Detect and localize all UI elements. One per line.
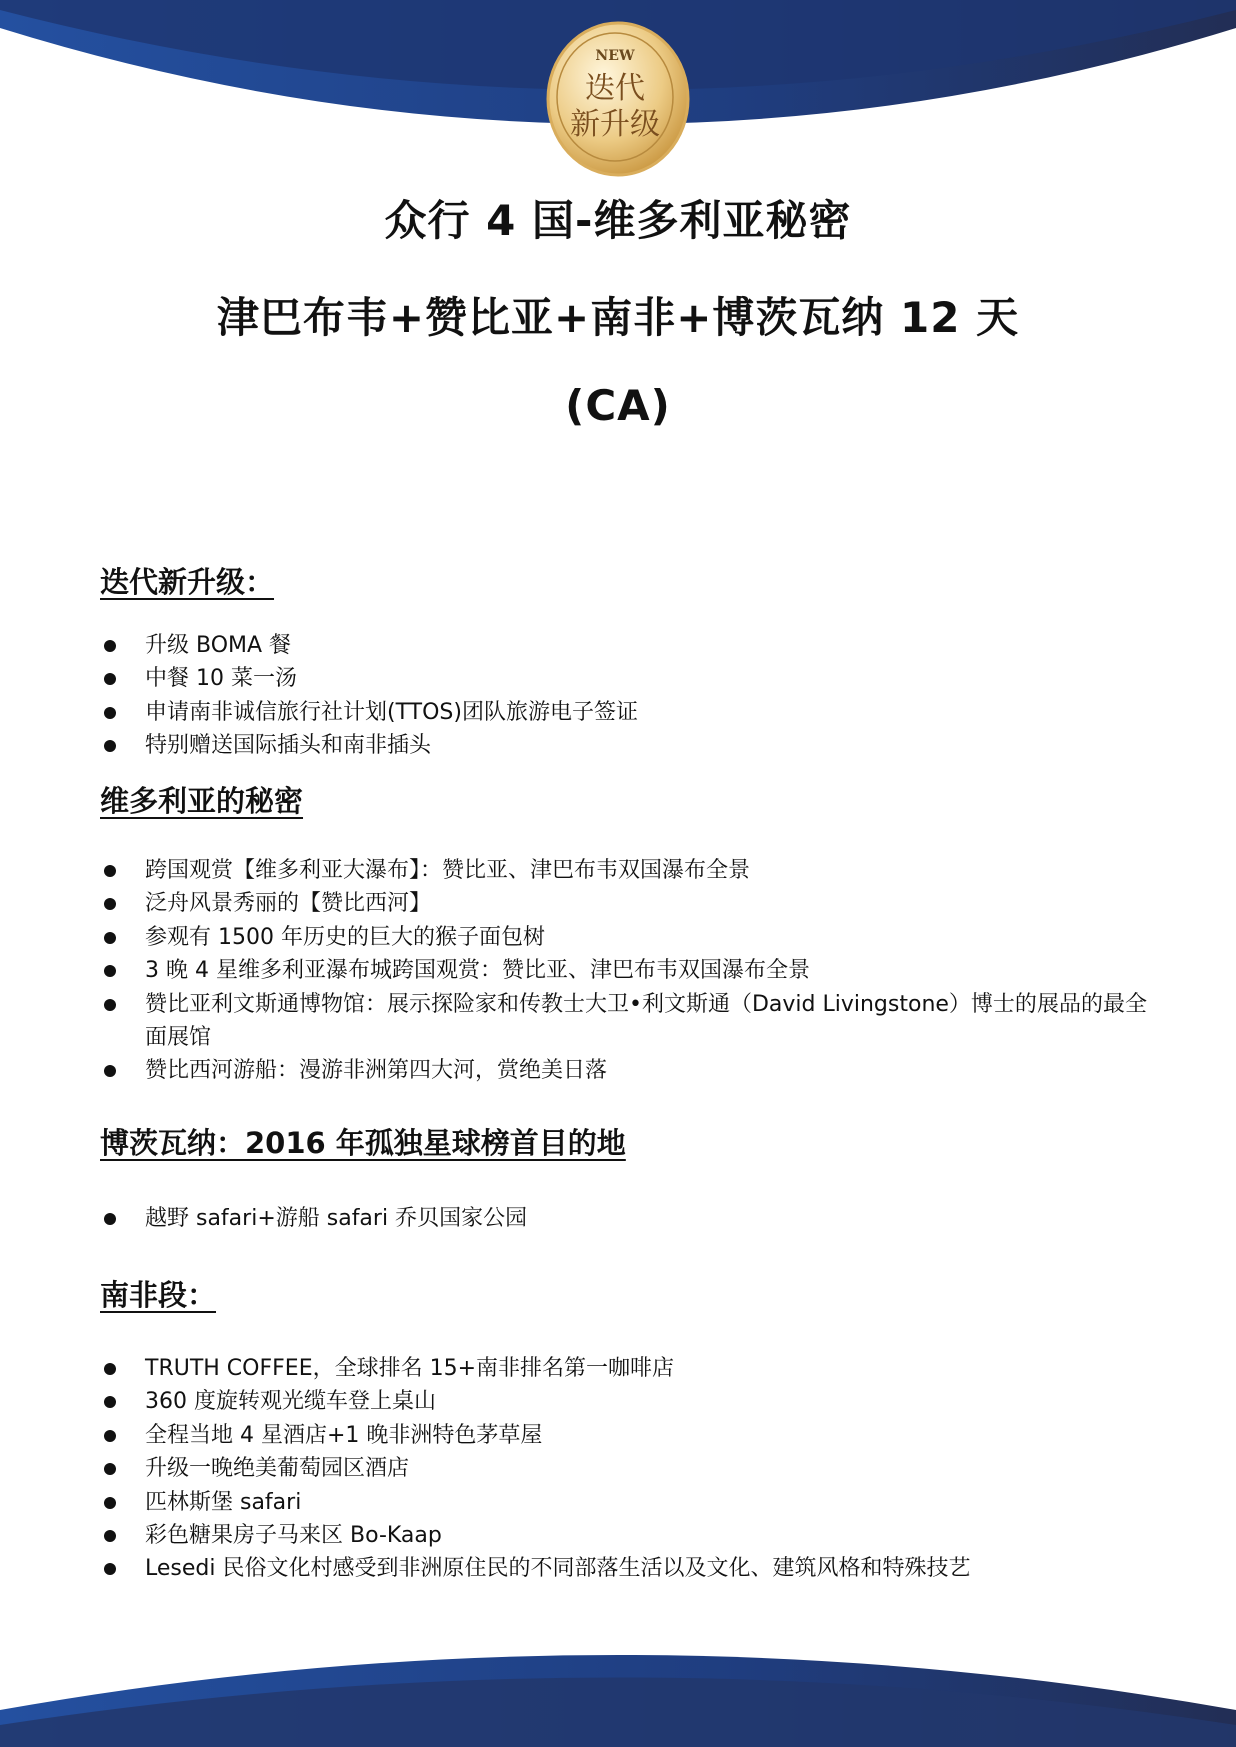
list-item: 全程当地 4 星酒店+1 晚非洲特色茅草屋 — [100, 1419, 1160, 1452]
list-item: 360 度旋转观光缆车登上桌山 — [100, 1385, 1160, 1418]
section-botswana — [100, 1121, 1160, 1235]
list-item: Lesedi 民俗文化村感受到非洲原住民的不同部落生活以及文化、建筑风格和特殊技艺 — [100, 1552, 1160, 1585]
list-item: 匹林斯堡 safari — [100, 1486, 1160, 1519]
list-item: 升级 BOMA 餐 — [100, 629, 1160, 662]
section-heading: 维多利亚的秘密 — [100, 784, 304, 818]
list-item: TRUTH COFFEE，全球排名 15+南非排名第一咖啡店 — [100, 1352, 1160, 1385]
list-item: 赞比西河游船：漫游非洲第四大河，赏绝美日落 — [100, 1054, 1160, 1087]
list-item: 申请南非诚信旅行社计划(TTOS)团队旅游电子签证 — [100, 696, 1160, 729]
badge-line1: 迭代 — [585, 71, 645, 106]
list-item: 彩色糖果房子马来区 Bo-Kaap — [100, 1519, 1160, 1552]
section-heading: 迭代新升级： — [100, 565, 275, 599]
section-heading: 南非段： — [100, 1278, 217, 1312]
list-item: 参观有 1500 年历史的巨大的猴子面包树 — [100, 921, 1160, 954]
section-south-africa — [100, 1273, 1160, 1586]
footer-banner — [0, 1640, 1236, 1747]
list-item: 跨国观赏【维多利亚大瀑布】：赞比亚、津巴布韦双国瀑布全景 — [100, 854, 1160, 887]
list-item: 越野 safari+游船 safari 乔贝国家公园 — [100, 1202, 1160, 1235]
title-line3: (CA) — [565, 381, 671, 430]
section-upgrades — [100, 560, 1160, 763]
list-item: 升级一晚绝美葡萄园区酒店 — [100, 1452, 1160, 1485]
list-item: 中餐 10 菜一汤 — [100, 662, 1160, 695]
new-badge — [548, 23, 688, 175]
header-banner — [0, 0, 1236, 180]
list-item: 泛舟风景秀丽的【赞比西河】 — [100, 887, 1160, 920]
badge-line2: 新升级 — [570, 107, 660, 142]
list-item-text: 赞比亚利文斯通博物馆：展示探险家和传教士大卫•利文斯通（David Livingstone）博士的 — [145, 991, 1037, 1017]
list-item: 3 晚 4 星维多利亚瀑布城跨国观赏：赞比亚、津巴布韦双国瀑布全景 — [100, 954, 1160, 987]
title-line1: 众行 4 国-维多利亚秘密 — [384, 196, 852, 245]
title-line2: 津巴布韦+赞比亚+南非+博茨瓦纳 12 天 — [216, 293, 1020, 342]
list-item — [100, 988, 1160, 1055]
list-item-continuation: 展品的最全面展馆 — [145, 991, 1147, 1051]
section-victoria — [100, 779, 1160, 1088]
list-item: 特别赠送国际插头和南非插头 — [100, 729, 1160, 762]
badge-new-text: NEW — [595, 48, 635, 64]
section-heading: 博茨瓦纳：2016 年孤独星球榜首目的地 — [100, 1126, 626, 1160]
